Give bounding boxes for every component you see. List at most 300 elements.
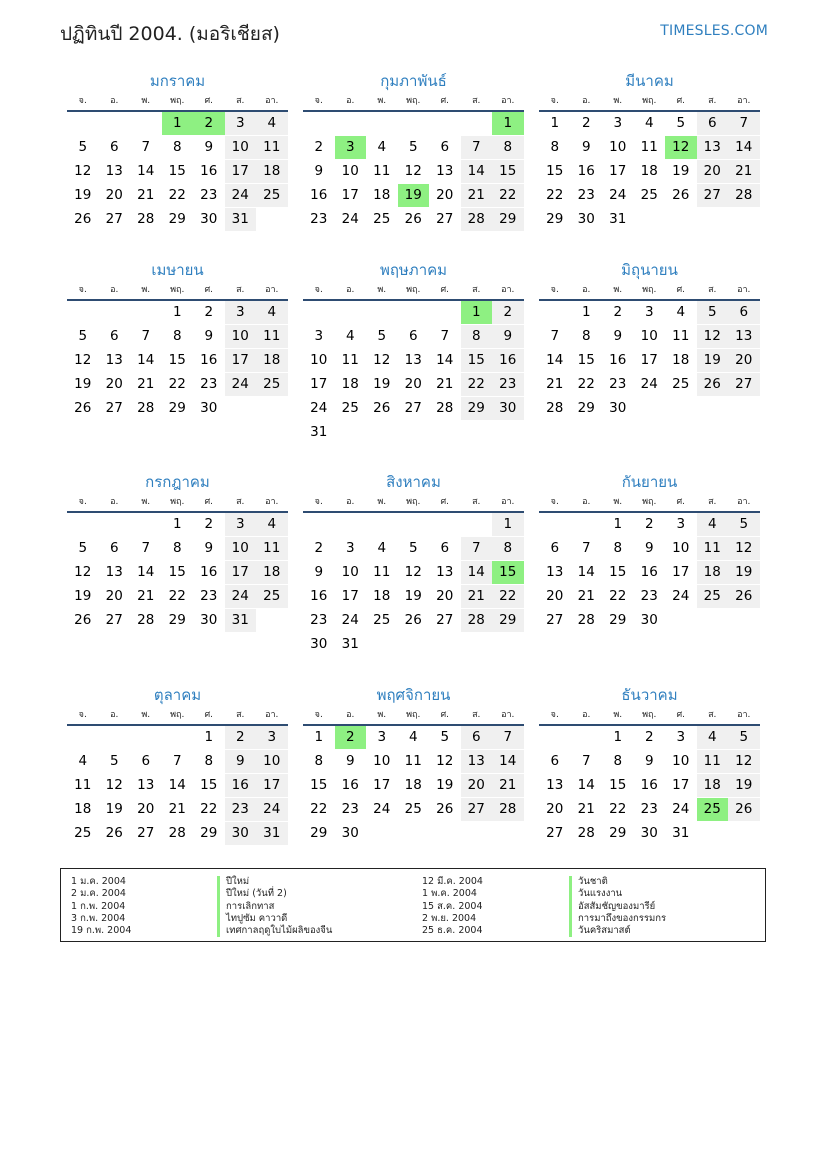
empty-cell [99, 301, 131, 324]
day-cell: 20 [137, 801, 155, 817]
empty-cell [303, 112, 335, 135]
weekday-label: อา. [737, 285, 751, 295]
weekday-label: จ. [78, 710, 87, 720]
weekday-label: ศ. [676, 285, 686, 295]
day-cell: 22 [609, 588, 627, 604]
week-row [303, 112, 524, 136]
weekday-label: พฤ. [170, 285, 185, 295]
day-cell: 16 [200, 163, 218, 179]
day-cell: 21 [728, 160, 760, 183]
weekday-label: พ. [377, 497, 387, 507]
week-row [67, 184, 288, 208]
day-cell: 14 [577, 564, 595, 580]
day-cell: 27 [436, 612, 454, 628]
weekday-label: จ. [550, 497, 559, 507]
weekday-label: ศ. [440, 710, 450, 720]
month-name: มกราคม [149, 72, 206, 90]
day-cell: 9 [204, 540, 214, 556]
week-row [539, 325, 760, 349]
weekday-label: อ. [582, 96, 591, 106]
day-cell: 4 [408, 729, 418, 745]
weekday-label: พฤ. [406, 497, 421, 507]
week-row [67, 798, 288, 822]
day-cell: 3 [225, 513, 257, 536]
day-cell: 13 [404, 352, 422, 368]
weekday-label: อา. [501, 96, 515, 106]
day-cell: 30 [310, 636, 328, 652]
day-cell: 21 [436, 376, 454, 392]
day-cell: 4 [697, 513, 729, 536]
day-cell: 13 [546, 777, 564, 793]
empty-cell [492, 421, 524, 444]
day-cell: 10 [341, 564, 359, 580]
month-calendar [67, 70, 288, 232]
day-cell: 18 [697, 561, 729, 584]
day-cell: 6 [141, 753, 151, 769]
empty-cell [429, 633, 461, 656]
day-cell: 13 [105, 564, 123, 580]
week-row [67, 726, 288, 750]
week-row [67, 750, 288, 774]
empty-cell [162, 726, 194, 749]
day-cell: 27 [105, 400, 123, 416]
day-cell: 17 [672, 564, 690, 580]
month-calendar [303, 70, 524, 232]
day-cell: 13 [436, 564, 454, 580]
week-row [539, 774, 760, 798]
legend-holiday-name: ไทปูซัม คาวาดี [217, 913, 332, 925]
empty-cell [492, 633, 524, 656]
week-row [539, 184, 760, 208]
day-cell: 17 [341, 588, 359, 604]
week-row [539, 208, 760, 232]
day-cell: 12 [404, 163, 422, 179]
legend-date: 1 ม.ค. 2004 [71, 876, 126, 887]
day-cell: 17 [609, 163, 627, 179]
day-cell: 20 [105, 376, 123, 392]
day-cell: 12 [728, 537, 760, 560]
empty-cell [571, 726, 603, 749]
weekday-label: ส. [236, 710, 245, 720]
day-cell: 26 [404, 211, 422, 227]
month-name: สิงหาคม [386, 473, 441, 491]
day-cell: 15 [492, 160, 524, 183]
day-cell: 4 [256, 112, 288, 135]
day-cell: 22 [461, 373, 493, 396]
day-cell: 12 [404, 564, 422, 580]
day-cell: 6 [697, 112, 729, 135]
day-cell: 7 [141, 328, 151, 344]
day-cell: 15 [168, 163, 186, 179]
day-cell: 30 [609, 400, 627, 416]
day-cell: 10 [225, 537, 257, 560]
day-cell: 17 [341, 187, 359, 203]
day-cell: 11 [640, 139, 658, 155]
empty-cell [429, 112, 461, 135]
week-row [539, 750, 760, 774]
weekday-label: อา. [501, 285, 515, 295]
day-cell: 22 [310, 801, 328, 817]
day-cell: 22 [200, 801, 218, 817]
day-cell: 1 [613, 729, 623, 745]
day-cell: 23 [640, 801, 658, 817]
day-cell: 10 [341, 163, 359, 179]
month-calendar [303, 259, 524, 445]
week-row [539, 349, 760, 373]
day-cell: 20 [105, 588, 123, 604]
day-cell: 2 [492, 301, 524, 324]
week-row [67, 609, 288, 633]
day-cell: 2 [613, 304, 623, 320]
day-cell: 14 [728, 136, 760, 159]
legend-holiday-name: วันชาติ [569, 876, 666, 888]
day-cell: 20 [546, 588, 564, 604]
week-row [539, 301, 760, 325]
day-cell: 1 [492, 112, 524, 135]
empty-cell [366, 822, 398, 845]
day-cell: 8 [492, 136, 524, 159]
day-cell: 26 [728, 798, 760, 821]
day-cell: 29 [461, 397, 493, 420]
day-cell: 14 [461, 160, 493, 183]
weekday-label: อ. [346, 710, 355, 720]
day-cell: 28 [436, 400, 454, 416]
day-cell: 9 [204, 139, 214, 155]
day-cell: 19 [436, 777, 454, 793]
day-cell: 11 [74, 777, 92, 793]
day-cell: 9 [345, 753, 355, 769]
week-row [303, 561, 524, 585]
day-cell: 17 [225, 160, 257, 183]
day-cell: 6 [109, 540, 119, 556]
weekday-header [303, 281, 524, 301]
week-row [303, 397, 524, 421]
day-cell: 30 [200, 211, 218, 227]
legend-holiday-name: การมาถึงของกรรมกร [569, 913, 666, 925]
day-cell: 23 [577, 187, 595, 203]
day-cell: 26 [697, 373, 729, 396]
week-row [539, 160, 760, 184]
day-cell: 5 [78, 540, 88, 556]
day-cell: 15 [168, 352, 186, 368]
day-cell: 22 [492, 585, 524, 608]
empty-cell [461, 421, 493, 444]
week-row [303, 537, 524, 561]
day-cell: 10 [672, 540, 690, 556]
day-cell: 30 [200, 612, 218, 628]
day-cell: 14 [577, 777, 595, 793]
day-cell: 18 [256, 349, 288, 372]
day-cell: 25 [697, 585, 729, 608]
day-cell: 19 [398, 184, 430, 207]
day-cell: 5 [676, 115, 686, 131]
day-cell: 18 [697, 774, 729, 797]
day-cell: 14 [137, 163, 155, 179]
week-row [539, 822, 760, 846]
day-cell: 14 [137, 352, 155, 368]
day-cell: 21 [461, 184, 493, 207]
day-cell: 28 [137, 612, 155, 628]
day-cell: 5 [78, 139, 88, 155]
day-cell: 5 [377, 328, 387, 344]
day-cell: 20 [728, 349, 760, 372]
day-cell: 10 [256, 750, 288, 773]
weekday-label: ส. [472, 497, 481, 507]
day-cell: 19 [728, 561, 760, 584]
day-cell: 21 [577, 588, 595, 604]
day-cell: 30 [225, 822, 257, 845]
day-cell: 4 [377, 139, 387, 155]
day-cell: 6 [440, 540, 450, 556]
week-row [67, 160, 288, 184]
day-cell: 4 [377, 540, 387, 556]
day-cell: 19 [74, 376, 92, 392]
day-cell: 23 [492, 373, 524, 396]
day-cell: 2 [204, 516, 214, 532]
day-cell: 8 [172, 139, 182, 155]
day-cell: 29 [168, 612, 186, 628]
weekday-label: อา. [501, 710, 515, 720]
weekday-label: ส. [708, 285, 717, 295]
empty-cell [429, 822, 461, 845]
day-cell: 7 [461, 136, 493, 159]
day-cell: 9 [613, 328, 623, 344]
day-cell: 3 [256, 726, 288, 749]
day-cell: 27 [697, 184, 729, 207]
week-row [303, 349, 524, 373]
day-cell: 8 [461, 325, 493, 348]
week-row [303, 798, 524, 822]
day-cell: 4 [78, 753, 88, 769]
day-cell: 24 [672, 588, 690, 604]
day-cell: 24 [373, 801, 391, 817]
weekday-label: พฤ. [170, 710, 185, 720]
empty-cell [366, 633, 398, 656]
month-name: พฤศจิกายน [376, 686, 451, 704]
legend-date: 1 พ.ค. 2004 [422, 888, 477, 900]
day-cell: 14 [461, 561, 493, 584]
week-row [303, 184, 524, 208]
weekday-label: จ. [550, 285, 559, 295]
day-cell: 29 [546, 211, 564, 227]
day-cell: 23 [310, 211, 328, 227]
month-calendar [303, 471, 524, 657]
day-cell: 11 [373, 163, 391, 179]
day-cell: 17 [672, 777, 690, 793]
day-cell: 19 [105, 801, 123, 817]
day-cell: 12 [105, 777, 123, 793]
week-row [67, 537, 288, 561]
day-cell: 24 [225, 585, 257, 608]
day-cell: 26 [436, 801, 454, 817]
day-cell: 27 [546, 612, 564, 628]
day-cell: 21 [137, 187, 155, 203]
legend-holiday-name: การเลิกทาส [217, 901, 332, 913]
day-cell: 23 [310, 612, 328, 628]
day-cell: 26 [74, 211, 92, 227]
weekday-label: พ. [377, 710, 387, 720]
week-row [67, 373, 288, 397]
day-cell: 21 [577, 801, 595, 817]
day-cell: 16 [200, 352, 218, 368]
day-cell: 27 [105, 612, 123, 628]
weekday-label: พ. [613, 285, 623, 295]
day-cell: 15 [546, 163, 564, 179]
weekday-label: พ. [141, 497, 151, 507]
weekday-label: พฤ. [642, 710, 657, 720]
weekday-label: ศ. [440, 96, 450, 106]
day-cell: 1 [162, 112, 194, 135]
day-cell: 22 [577, 376, 595, 392]
day-cell: 23 [225, 798, 257, 821]
weekday-header [303, 706, 524, 726]
day-cell: 11 [341, 352, 359, 368]
day-cell: 13 [137, 777, 155, 793]
day-cell: 30 [492, 397, 524, 420]
week-row [303, 726, 524, 750]
day-cell: 10 [310, 352, 328, 368]
weekday-label: อา. [737, 710, 751, 720]
legend-date: 19 ก.พ. 2004 [71, 925, 132, 937]
day-cell: 19 [74, 588, 92, 604]
day-cell: 15 [609, 564, 627, 580]
day-cell: 19 [728, 774, 760, 797]
weekday-header [303, 92, 524, 112]
brand-link[interactable]: TIMESLES.COM [660, 23, 768, 39]
week-row [539, 561, 760, 585]
empty-cell [665, 208, 697, 231]
day-cell: 1 [314, 729, 324, 745]
month-name: กุมภาพันธ์ [380, 72, 447, 90]
weekday-label: พ. [141, 710, 151, 720]
day-cell: 27 [728, 373, 760, 396]
day-cell: 11 [256, 537, 288, 560]
weekday-label: ศ. [440, 497, 450, 507]
day-cell: 2 [193, 112, 225, 135]
day-cell: 1 [172, 304, 182, 320]
day-cell: 6 [109, 328, 119, 344]
week-row [67, 774, 288, 798]
day-cell: 18 [640, 163, 658, 179]
weekday-label: ส. [708, 96, 717, 106]
legend-right-dates [422, 876, 483, 937]
day-cell: 16 [640, 564, 658, 580]
day-cell: 31 [672, 825, 690, 841]
day-cell: 1 [461, 301, 493, 324]
day-cell: 18 [672, 352, 690, 368]
legend-right-names [569, 876, 666, 937]
day-cell: 17 [310, 376, 328, 392]
weekday-label: อ. [582, 497, 591, 507]
day-cell: 24 [341, 612, 359, 628]
empty-cell [429, 421, 461, 444]
week-row [539, 537, 760, 561]
day-cell: 13 [697, 136, 729, 159]
day-cell: 1 [492, 513, 524, 536]
day-cell: 17 [373, 777, 391, 793]
weekday-header [67, 281, 288, 301]
legend-holiday-name: อัสสัมชัญของมารีย์ [569, 901, 666, 913]
day-cell: 3 [613, 115, 623, 131]
day-cell: 18 [404, 777, 422, 793]
empty-cell [728, 208, 760, 231]
day-cell: 3 [225, 112, 257, 135]
day-cell: 14 [546, 352, 564, 368]
weekday-header [539, 493, 760, 513]
weekday-label: อ. [110, 497, 119, 507]
legend-holiday-name: เทศกาลฤดูใบไม้ผลิของจีน [217, 925, 332, 937]
day-cell: 19 [697, 349, 729, 372]
day-cell: 4 [697, 726, 729, 749]
day-cell: 16 [225, 774, 257, 797]
day-cell: 31 [609, 211, 627, 227]
weekday-label: พ. [377, 96, 387, 106]
day-cell: 5 [697, 301, 729, 324]
day-cell: 10 [373, 753, 391, 769]
day-cell: 25 [256, 585, 288, 608]
day-cell: 28 [137, 400, 155, 416]
day-cell: 1 [172, 516, 182, 532]
weekday-label: พฤ. [406, 285, 421, 295]
week-row [67, 822, 288, 846]
day-cell: 31 [341, 636, 359, 652]
day-cell: 26 [672, 187, 690, 203]
weekday-label: ส. [236, 96, 245, 106]
day-cell: 28 [168, 825, 186, 841]
week-row [539, 373, 760, 397]
day-cell: 13 [461, 750, 493, 773]
week-row [303, 301, 524, 325]
page-header [60, 18, 768, 48]
day-cell: 6 [728, 301, 760, 324]
week-row [303, 513, 524, 537]
weekday-label: ส. [708, 710, 717, 720]
day-cell: 7 [581, 540, 591, 556]
day-cell: 22 [168, 187, 186, 203]
day-cell: 9 [581, 139, 591, 155]
weekday-label: พฤ. [170, 497, 185, 507]
empty-cell [335, 513, 367, 536]
day-cell: 1 [613, 516, 623, 532]
day-cell: 8 [172, 540, 182, 556]
weekday-label: อา. [265, 497, 279, 507]
day-cell: 6 [109, 139, 119, 155]
day-cell: 7 [461, 537, 493, 560]
day-cell: 2 [204, 304, 214, 320]
week-row [539, 136, 760, 160]
day-cell: 8 [550, 139, 560, 155]
weekday-label: อ. [346, 96, 355, 106]
month-name: มีนาคม [625, 72, 674, 90]
day-cell: 27 [404, 400, 422, 416]
weekday-label: อ. [110, 285, 119, 295]
empty-cell [539, 301, 571, 324]
day-cell: 25 [256, 184, 288, 207]
day-cell: 7 [141, 139, 151, 155]
day-cell: 17 [225, 561, 257, 584]
day-cell: 8 [581, 328, 591, 344]
day-cell: 26 [404, 612, 422, 628]
day-cell: 9 [225, 750, 257, 773]
weekday-label: อ. [110, 96, 119, 106]
week-row [303, 325, 524, 349]
week-row [303, 633, 524, 657]
week-row [303, 822, 524, 846]
day-cell: 12 [436, 753, 454, 769]
weekday-label: จ. [314, 285, 323, 295]
day-cell: 2 [314, 540, 324, 556]
month-name: ธันวาคม [621, 686, 678, 704]
